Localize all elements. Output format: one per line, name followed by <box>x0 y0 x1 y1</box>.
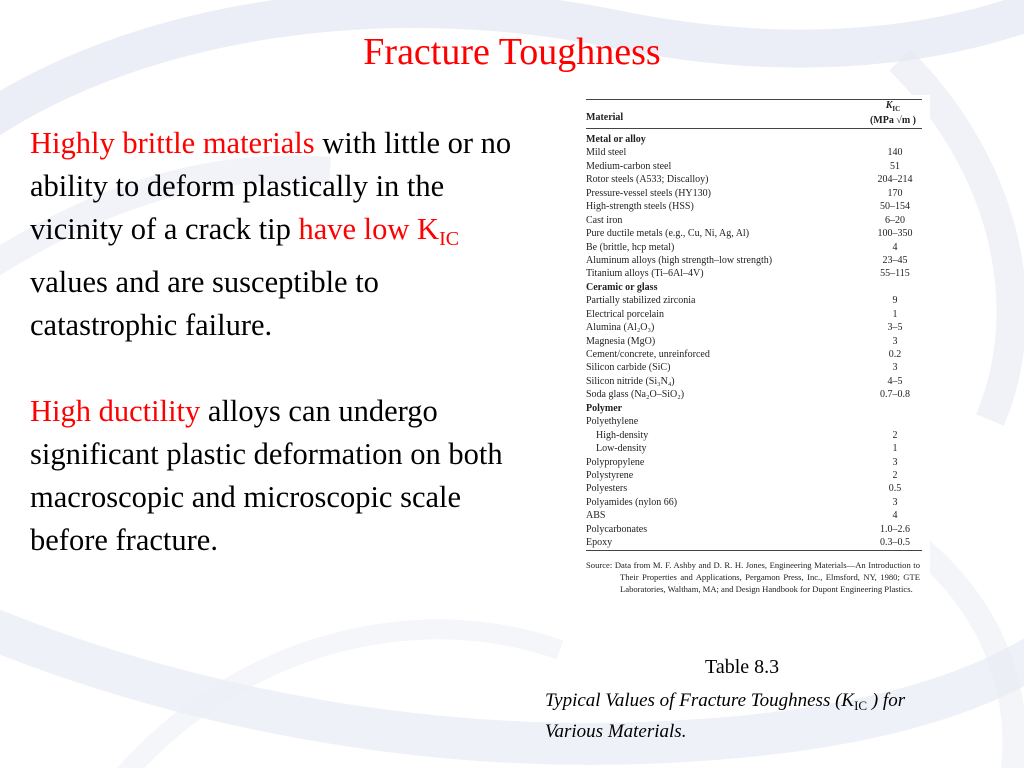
paragraph-brittle <box>30 122 520 347</box>
highlight-have-low-k <box>298 212 460 250</box>
material-cell: Partially stabilized zirconia <box>586 295 696 307</box>
material-cell: Be (brittle, hcp metal) <box>586 241 675 253</box>
table-row <box>586 375 922 388</box>
table-row <box>586 308 922 321</box>
kic-value-cell: 55–115 <box>880 268 910 280</box>
kic-value-cell: 1 <box>892 308 898 320</box>
kic-value-cell: 0.7–0.8 <box>880 389 910 401</box>
kic-value-cell: 2 <box>892 469 898 481</box>
table-row <box>586 496 922 509</box>
fracture-toughness-table <box>578 95 930 627</box>
table-row <box>586 536 922 549</box>
table-row <box>586 469 922 482</box>
material-cell: High-strength steels (HSS) <box>586 201 694 213</box>
text-brittle-a: with little or no ability to deform plastically in the vicinity of a crack tip <box>30 126 512 246</box>
table-rule-bottom <box>586 550 922 551</box>
table-body <box>586 133 922 550</box>
material-cell: Polyethylene <box>586 416 639 428</box>
table-row <box>586 173 922 186</box>
material-cell: High-density <box>596 429 649 441</box>
table-row <box>586 294 922 307</box>
table-row <box>586 254 922 267</box>
kic-value-cell: 23–45 <box>882 254 908 266</box>
material-cell: Polymer <box>586 402 623 414</box>
text-ductile: alloys can undergo significant plastic deformation on both macroscopic and microscopic scale before fracture. <box>30 394 503 557</box>
kic-symbol: K <box>885 100 893 111</box>
material-cell: Mild steel <box>586 147 627 159</box>
material-cell: Polyamides (nylon 66) <box>586 496 678 508</box>
kic-value-cell: 3 <box>892 496 898 508</box>
table-row <box>586 200 922 213</box>
slide-title: Fracture Toughness <box>363 31 661 73</box>
table-row <box>586 456 922 469</box>
table-rule-mid <box>586 128 922 129</box>
material-cell: Polycarbonates <box>586 523 648 535</box>
table-row <box>586 335 922 348</box>
kic-value-cell: 100–350 <box>877 228 913 240</box>
kic-value-cell: 4 <box>892 510 898 522</box>
material-cell: Ceramic or glass <box>586 281 658 293</box>
table-row <box>586 429 922 442</box>
kic-value-cell: 1.0–2.6 <box>880 523 910 535</box>
material-cell: Epoxy <box>586 537 613 549</box>
material-cell: Low-density <box>596 443 647 455</box>
material-cell: Alumina (Al₂O₃) <box>586 322 655 334</box>
table-row <box>586 267 922 280</box>
kic-value-cell: 0.3–0.5 <box>880 537 910 549</box>
table-row <box>586 509 922 522</box>
material-cell: Soda glass (Na₂O–SiO₂) <box>586 389 685 401</box>
caption-text-a: Typical Values of Fracture Toughness (K <box>545 690 855 711</box>
table-header-kic <box>870 100 916 127</box>
material-cell: Pure ductile metals (e.g., Cu, Ni, Ag, Al) <box>586 228 750 240</box>
table-row <box>586 482 922 495</box>
kic-value-cell: 50–154 <box>880 201 910 213</box>
caption-text-b: ) for Various Materials. <box>545 690 906 742</box>
table-section-heading <box>586 133 922 146</box>
kic-value-cell: 0.5 <box>888 483 902 495</box>
material-cell: Pressure-vessel steels (HY130) <box>586 187 711 199</box>
table-row <box>586 321 922 334</box>
table-row <box>586 214 922 227</box>
table-row <box>586 523 922 536</box>
table-row <box>586 361 922 374</box>
table-row <box>586 348 922 361</box>
kic-value-cell: 170 <box>887 187 903 199</box>
kic-value-cell: 4–5 <box>887 375 903 387</box>
material-cell: Silicon nitride (Si₃N₄) <box>586 375 675 387</box>
material-cell: Aluminum alloys (high strength–low strength) <box>586 254 773 266</box>
material-cell: Rotor steels (A533; Discalloy) <box>586 174 709 186</box>
highlight-ductility: High ductility <box>30 394 201 428</box>
body-text <box>30 122 520 562</box>
kic-subscript: IC <box>439 228 460 250</box>
table-row <box>586 415 922 428</box>
table-header-material: Material <box>586 112 624 123</box>
table-row <box>586 388 922 401</box>
kic-value-cell: 9 <box>892 295 898 307</box>
table-caption <box>545 688 965 745</box>
table-section-heading <box>586 402 922 415</box>
kic-value-cell: 6–20 <box>885 214 905 226</box>
caption-subscript: IC <box>854 698 868 713</box>
highlight-brittle: Highly brittle materials <box>30 126 315 160</box>
kic-value-cell: 3–5 <box>887 322 903 334</box>
table-label: Table 8.3 <box>705 656 780 678</box>
kic-value-cell: 1 <box>892 443 898 455</box>
kic-value-cell: 3 <box>892 362 898 374</box>
material-cell: Polystyrene <box>586 469 634 481</box>
table-row <box>586 160 922 173</box>
highlight-have-low-k-text: have low K <box>298 212 440 246</box>
kic-symbol-sub: IC <box>892 105 901 113</box>
material-cell: Magnesia (MgO) <box>586 335 656 347</box>
kic-value-cell: 4 <box>892 241 898 253</box>
material-cell: Polypropylene <box>586 456 645 468</box>
kic-units: (MPa √m ) <box>869 115 916 126</box>
material-cell: Electrical porcelain <box>586 308 665 320</box>
table-row <box>586 146 922 159</box>
kic-value-cell: 3 <box>892 456 898 468</box>
paragraph-ductile <box>30 390 520 562</box>
kic-value-cell: 0.2 <box>888 349 902 360</box>
table-row <box>586 187 922 200</box>
material-cell: Cement/concrete, unreinforced <box>586 349 710 360</box>
kic-value-cell: 2 <box>892 429 898 441</box>
table-source-note: Source: Data from M. F. Ashby and D. R. H. Jones, Engineering Materials—An Introduction to Their Properties and Applications, Pergamon Press, Inc., Elmsford, NY, 1980; GTE Laboratories, Waltham, MA; and Design Handbook for Dupont Engineering Plastics. <box>586 560 920 594</box>
table-section-heading <box>586 281 922 294</box>
kic-value-cell: 140 <box>887 147 903 159</box>
material-cell: Polyesters <box>586 483 628 495</box>
material-cell: Cast iron <box>586 214 623 226</box>
table-row <box>586 241 922 254</box>
material-cell: ABS <box>586 510 606 522</box>
table-row <box>586 442 922 455</box>
material-cell: Medium-carbon steel <box>586 160 672 172</box>
material-cell: Titanium alloys (Ti–6Al–4V) <box>586 268 704 280</box>
kic-value-cell: 51 <box>890 160 900 172</box>
material-cell: Metal or alloy <box>586 134 646 145</box>
table-row <box>586 227 922 240</box>
material-cell: Silicon carbide (SiC) <box>586 362 671 374</box>
kic-value-cell: 3 <box>892 335 898 347</box>
text-brittle-b: values and are susceptible to catastrophic failure. <box>30 265 379 342</box>
kic-value-cell: 204–214 <box>877 174 913 186</box>
